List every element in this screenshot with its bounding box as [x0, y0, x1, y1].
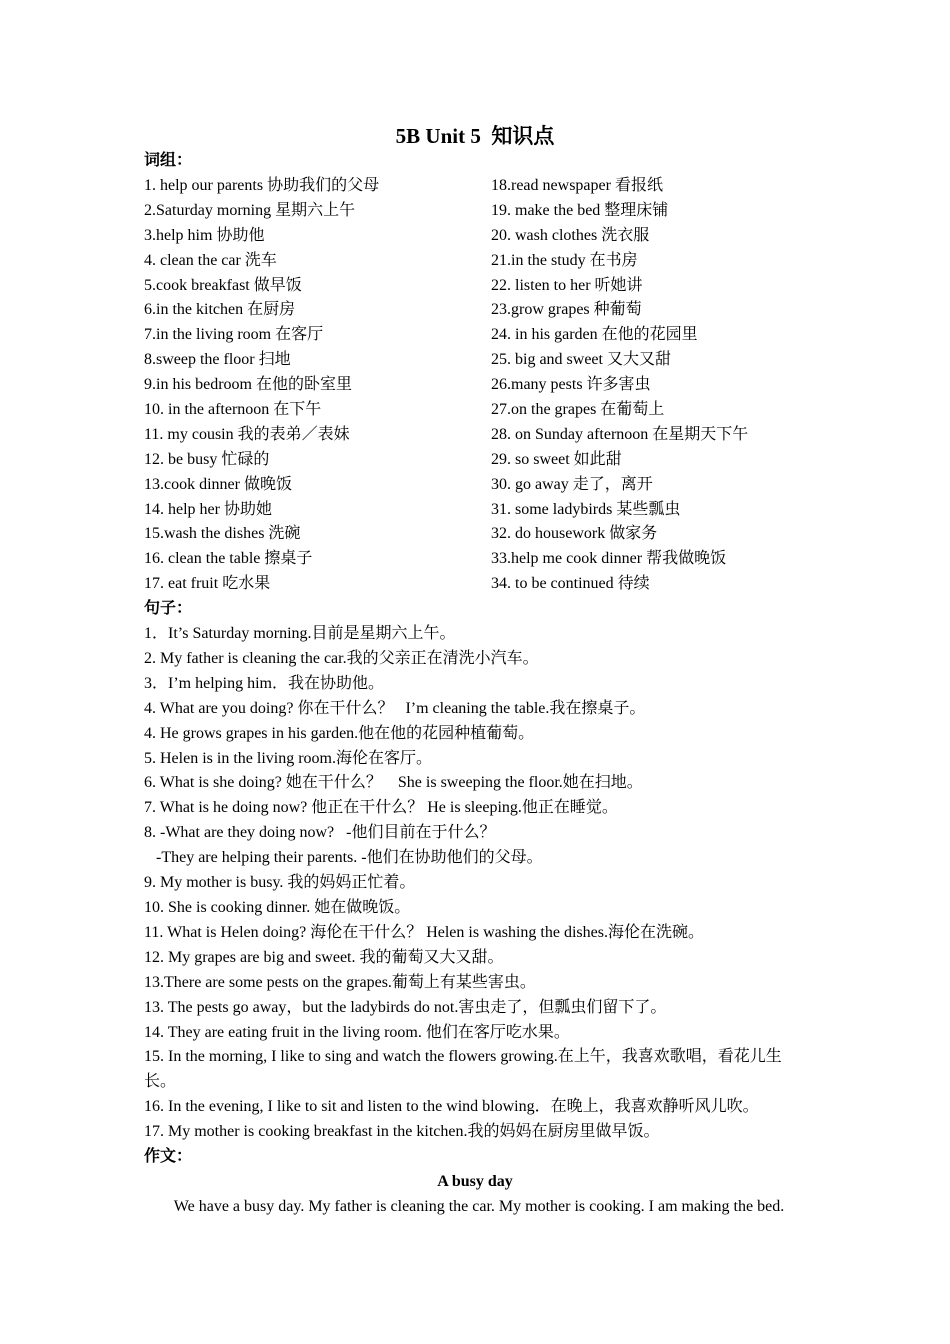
phrase-item: 24. in his garden 在他的花园里 [491, 326, 698, 344]
phrase-item: 11. my cousin 我的表弟／表妹 [144, 425, 350, 443]
phrase-item: 10. in the afternoon 在下午 [144, 401, 322, 419]
sentence-item: 6. What is she doing? 她在干什么？ She is sweeping the floor.她在扫地。 [144, 774, 643, 792]
sentence-item: 3．I’m helping him．我在协助他。 [144, 674, 384, 692]
phrase-item: 27.on the grapes 在葡萄上 [491, 401, 665, 419]
phrase-item: 15.wash the dishes 洗碗 [144, 525, 301, 543]
essay-heading: 作文： [144, 1148, 193, 1165]
phrase-column-right [491, 174, 821, 597]
phrase-item: 25. big and sweet 又大又甜 [491, 351, 671, 369]
sentence-item: 4. What are you doing? 你在干什么？ I’m cleaning the table.我在擦桌子。 [144, 699, 646, 717]
sentence-list [144, 622, 809, 1145]
sentence-item: 5. Helen is in the living room.海伦在客厅。 [144, 749, 432, 767]
phrase-item: 18.read newspaper 看报纸 [491, 177, 663, 194]
phrase-item: 21.in the study 在书房 [491, 251, 638, 269]
phrase-item: 9.in his bedroom 在他的卧室里 [144, 376, 352, 394]
sentence-item: 9. My mother is busy. 我的妈妈正忙着。 [144, 874, 416, 892]
phrase-item: 8.sweep the floor 扫地 [144, 351, 291, 369]
phrase-item: 2.Saturday morning 星期六上午 [144, 201, 356, 219]
phrase-item: 3.help him 协助他 [144, 226, 265, 244]
sentence-item: 2. My father is cleaning the car.我的父亲正在清洗小汽车。 [144, 649, 539, 667]
sentence-item: 1．It’s Saturday morning.目前是星期六上午。 [144, 625, 456, 642]
sentence-item: 12. My grapes are big and sweet. 我的葡萄又大又甜。 [144, 948, 504, 966]
phrase-item: 12. be busy 忙碌的 [144, 450, 270, 468]
phrase-item: 23.grow grapes 种葡萄 [491, 301, 642, 319]
phrase-item: 4. clean the car 洗车 [144, 251, 277, 269]
essay-title: A busy day [437, 1173, 513, 1190]
sentence-item: 4. He grows grapes in his garden.他在他的花园种植葡萄。 [144, 724, 535, 742]
phrase-item: 7.in the living room 在客厅 [144, 326, 324, 344]
phrase-item: 34. to be continued 待续 [491, 575, 650, 593]
sentence-item: 11. What is Helen doing? 海伦在干什么？ Helen is washing the dishes.海伦在洗碗。 [144, 923, 704, 941]
phrase-item: 17. eat fruit 吃水果 [144, 575, 271, 593]
sentence-item: 8. -What are they doing now? -他们目前在于什么？ [144, 824, 496, 842]
sentence-item: 14. They are eating fruit in the living room. 他们在客厅吃水果。 [144, 1023, 570, 1041]
sentence-item: 7. What is he doing now? 他正在干什么？ He is sleeping.他正在睡觉。 [144, 799, 618, 817]
phrase-item: 22. listen to her 听她讲 [491, 276, 643, 294]
phrase-item: 32. do housework 做家务 [491, 525, 658, 543]
sentence-item: 13.There are some pests on the grapes.葡萄上有某些害虫。 [144, 973, 536, 991]
sentence-item: 10. She is cooking dinner. 她在做晚饭。 [144, 898, 411, 916]
phrase-item: 26.many pests 许多害虫 [491, 376, 651, 394]
sentence-item: 15. In the morning, I like to sing and watch the flowers growing.在上午，我喜欢歌唱，看花儿生长。 [144, 1048, 782, 1091]
phrase-item: 19. make the bed 整理床铺 [491, 201, 669, 219]
phrase-item: 28. on Sunday afternoon 在星期天下午 [491, 425, 749, 443]
phrase-item: 6.in the kitchen 在厨房 [144, 301, 296, 319]
sentence-item: 17. My mother is cooking breakfast in the kitchen.我的妈妈在厨房里做早饭。 [144, 1123, 660, 1141]
phrase-item: 1. help our parents 协助我们的父母 [144, 177, 380, 194]
sentence-item: -They are helping their parents. -他们在协助他们的父母。 [144, 849, 543, 867]
phrase-item: 13.cook dinner 做晚饭 [144, 475, 292, 493]
phrase-item: 29. so sweet 如此甜 [491, 450, 622, 468]
sentence-item: 13. The pests go away，but the ladybirds do not.害虫走了，但瓢虫们留下了。 [144, 998, 667, 1016]
phrase-item: 14. help her 协助她 [144, 500, 272, 518]
sentences-heading: 句子： [144, 600, 193, 617]
page-title: 5B Unit 5 知识点 [395, 124, 555, 148]
essay-body: We have a busy day. My father is cleaning the car. My mother is cooking. I am making the bed. [173, 1198, 785, 1215]
phrase-column-left [144, 174, 484, 597]
phrase-item: 20. wash clothes 洗衣服 [491, 226, 650, 244]
sentence-item: 16. In the evening, I like to sit and listen to the wind blowing．在晚上，我喜欢静听风儿吹。 [144, 1098, 759, 1116]
phrase-item: 31. some ladybirds 某些瓢虫 [491, 500, 681, 518]
phrase-item: 30. go away 走了，离开 [491, 475, 653, 493]
phrases-heading: 词组： [144, 152, 193, 169]
phrase-item: 5.cook breakfast 做早饭 [144, 276, 302, 294]
phrase-item: 33.help me cook dinner 帮我做晚饭 [491, 550, 727, 568]
phrase-item: 16. clean the table 擦桌子 [144, 550, 313, 568]
